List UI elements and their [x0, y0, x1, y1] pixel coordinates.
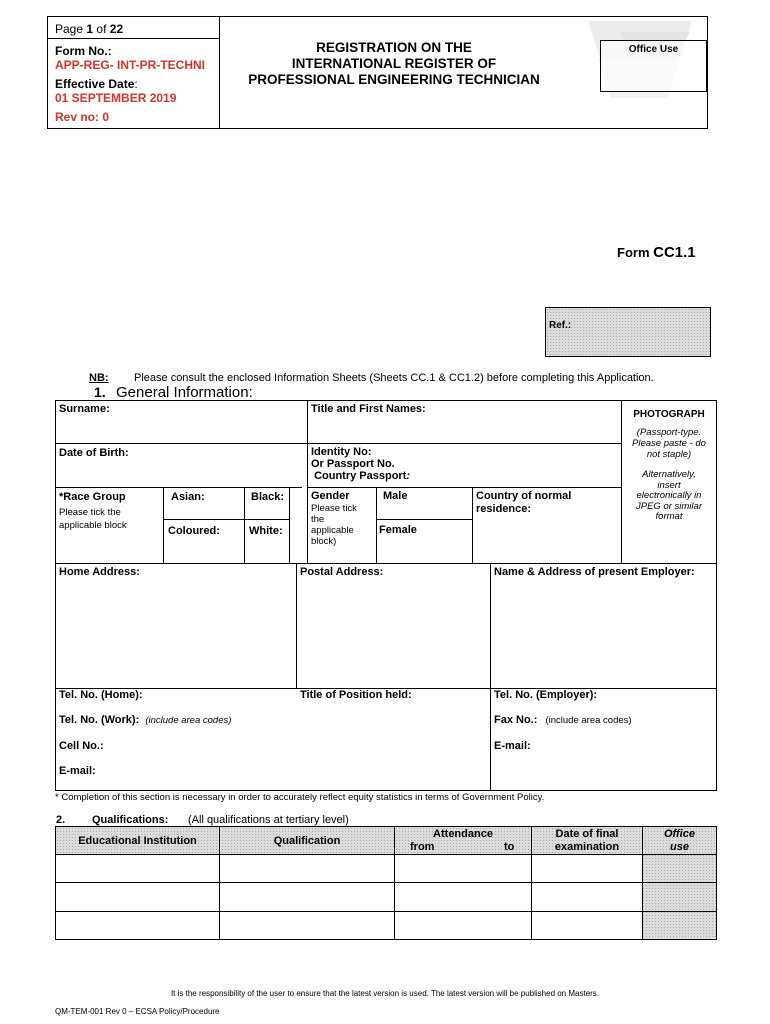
- page-of: of: [96, 22, 107, 36]
- header-attendance: Attendance: [433, 828, 493, 840]
- race-black-label: Black:: [251, 491, 285, 503]
- email-field[interactable]: [56, 762, 489, 790]
- header-left-divider: [47, 38, 220, 39]
- nb-label: NB:: [89, 372, 109, 384]
- gender-hint-line-2: the: [311, 514, 325, 525]
- photograph-line-3: not staple): [646, 449, 692, 460]
- page-prefix: Page: [55, 22, 84, 36]
- photograph-alt-5: format: [655, 511, 683, 522]
- header-attendance-to: to: [504, 841, 515, 853]
- qual-row-3-final-date[interactable]: [532, 912, 642, 939]
- section-1-title: General Information:: [116, 384, 253, 401]
- gender-female-label: Female: [379, 524, 417, 536]
- photograph-alternative: [622, 470, 716, 523]
- footer-note: It is the responsibility of the user to ensure that the latest version is used. The latest version will be published on Masters.: [170, 989, 600, 998]
- effective-date-label: [55, 77, 138, 91]
- photograph-alt-1: Alternatively,: [642, 469, 696, 480]
- section-1-number: 1.: [94, 384, 106, 400]
- gender-hint-line-3: applicable: [311, 525, 354, 536]
- form-no-label: Form No.:: [55, 44, 112, 58]
- title-line-1: REGISTRATION ON THE: [316, 40, 472, 55]
- header-date-final: [532, 828, 642, 854]
- effective-date-label-text: Effective Date: [55, 77, 135, 91]
- home-address-label: Home Address:: [59, 566, 140, 578]
- race-group-label: *Race Group: [59, 491, 126, 503]
- nb-text: Please consult the enclosed Information Sheets (Sheets CC.1 & CC1.2) before completing this Application.: [134, 372, 654, 384]
- identity-line-2: Or Passport No.: [311, 458, 395, 470]
- reference-box[interactable]: [545, 307, 711, 357]
- qual-row-1-institution[interactable]: [56, 855, 219, 882]
- identity-line-1: Identity No:: [311, 446, 372, 458]
- document-title: [219, 40, 569, 88]
- header-institution: Educational Institution: [78, 835, 197, 847]
- gender-hint: [311, 503, 357, 547]
- footer-template-id: QM-TEM-001 Rev 0 – ECSA Policy/Procedure: [55, 1007, 220, 1016]
- col-race-right: [289, 487, 290, 563]
- employer-address-label: Name & Address of present Employer:: [494, 566, 695, 578]
- tel-work-hint: (include area codes): [145, 715, 232, 726]
- gender-hint-line-4: block): [311, 536, 337, 547]
- race-white-label: White:: [249, 525, 283, 537]
- email-label: E-mail:: [59, 765, 96, 777]
- identity-line-3: [311, 470, 410, 482]
- form-no-value: APP-REG- INT-PR-TECHNI: [55, 58, 205, 72]
- photograph-alt-3: electronically in: [636, 490, 702, 501]
- fax-hint: (include area codes): [545, 715, 632, 726]
- gender-hint-line-1: Please tick: [311, 503, 357, 514]
- home-address-field[interactable]: [56, 564, 295, 687]
- title-line-2: INTERNATIONAL REGISTER OF: [291, 56, 497, 71]
- title-first-names-label: Title and First Names:: [311, 403, 426, 415]
- office-use-label: Office Use: [628, 44, 679, 55]
- surname-label: Surname:: [59, 403, 110, 415]
- qual-row-3-institution[interactable]: [56, 912, 219, 939]
- reference-label: Ref.:: [549, 320, 572, 331]
- office-use-box: [600, 40, 707, 92]
- photograph-title: PHOTOGRAPH: [633, 409, 705, 420]
- header-attendance-from: from: [410, 841, 435, 853]
- header-office-line-2: use: [670, 841, 689, 853]
- country-line-1: Country of normal: [476, 490, 572, 502]
- fax-label: [494, 714, 632, 726]
- section-2-number: 2.: [56, 814, 66, 826]
- photograph-line-2: Please paste - do: [632, 438, 706, 449]
- postal-address-field[interactable]: [297, 564, 489, 687]
- race-coloured-label: Coloured:: [168, 525, 220, 537]
- page-indicator: [55, 22, 123, 36]
- tel-home-label: Tel. No. (Home):: [59, 689, 143, 701]
- tel-employer-label: Tel. No. (Employer):: [494, 689, 598, 701]
- qual-row-2-final-date[interactable]: [532, 883, 642, 911]
- identity-line-3-colon: :: [406, 470, 411, 482]
- photograph-instructions: [622, 427, 716, 460]
- position-title-label: Title of Position held:: [300, 689, 412, 701]
- qual-row-3-qualification[interactable]: [220, 912, 394, 939]
- postal-address-label: Postal Address:: [300, 566, 384, 578]
- race-group-hint: [59, 506, 127, 532]
- photograph-line-1: (Passport-type.: [636, 427, 702, 438]
- header-qualification: Qualification: [273, 835, 341, 847]
- form-code-prefix: Form: [617, 245, 654, 260]
- cell-number-label: Cell No.:: [59, 740, 104, 752]
- qual-row-2-attendance[interactable]: [395, 883, 531, 911]
- race-hint-line-1: Please tick the: [59, 507, 121, 518]
- race-asian-label: Asian:: [171, 491, 205, 503]
- employer-address-field[interactable]: [491, 564, 716, 687]
- qual-row-2-qualification[interactable]: [220, 883, 394, 911]
- section-2-hint: (All qualifications at tertiary level): [188, 814, 349, 826]
- fax-label-text: Fax No.:: [494, 714, 538, 726]
- header-office-use: [643, 828, 716, 854]
- tel-work-label-text: Tel. No. (Work):: [59, 714, 140, 726]
- qual-row-1-qualification[interactable]: [220, 855, 394, 882]
- date-of-birth-label: Date of Birth:: [59, 447, 129, 459]
- identity-number-label: [311, 446, 410, 482]
- photograph-alt-2: insert: [657, 479, 681, 491]
- page-number: 1: [86, 22, 94, 36]
- effective-date-value: 01 SEPTEMBER 2019: [55, 91, 177, 105]
- section-2-title: Qualifications:: [92, 814, 169, 826]
- revision-number: Rev no: 0: [55, 110, 110, 124]
- identity-line-3-text: Country Passport: [314, 470, 407, 482]
- photograph-alt-4: JPEG or similar: [636, 500, 702, 512]
- col-gender-left: [307, 487, 308, 563]
- header-date-final-line-1: Date of final: [555, 828, 619, 840]
- form-code-value: CC1.1: [653, 244, 696, 261]
- qual-row-1-final-date[interactable]: [532, 855, 642, 882]
- header-office-line-1: Office: [664, 828, 695, 840]
- qual-row-3-attendance[interactable]: [395, 912, 531, 939]
- gender-male-label: Male: [383, 490, 408, 502]
- country-of-residence-label: [476, 490, 571, 516]
- office-use-column-shade: [642, 854, 716, 939]
- qual-row-1-attendance[interactable]: [395, 855, 531, 882]
- gender-label: Gender: [311, 490, 350, 502]
- tel-work-label: [59, 714, 231, 726]
- header-date-final-line-2: examination: [554, 841, 620, 853]
- title-line-3: PROFESSIONAL ENGINEERING TECHNICIAN: [248, 72, 540, 87]
- cell-number-field[interactable]: [56, 737, 489, 761]
- equity-footnote: * Completion of this section is necessary in order to accurately reflect equity statistics in terms of Government Policy.: [55, 792, 545, 803]
- qual-row-2-institution[interactable]: [56, 883, 219, 911]
- page-total: 22: [109, 22, 124, 36]
- employer-email-label: E-mail:: [494, 740, 531, 752]
- race-hint-line-2: applicable block: [59, 520, 127, 531]
- effective-date-colon: :: [134, 77, 138, 91]
- form-code: [617, 244, 696, 261]
- country-line-2: residence:: [476, 503, 532, 515]
